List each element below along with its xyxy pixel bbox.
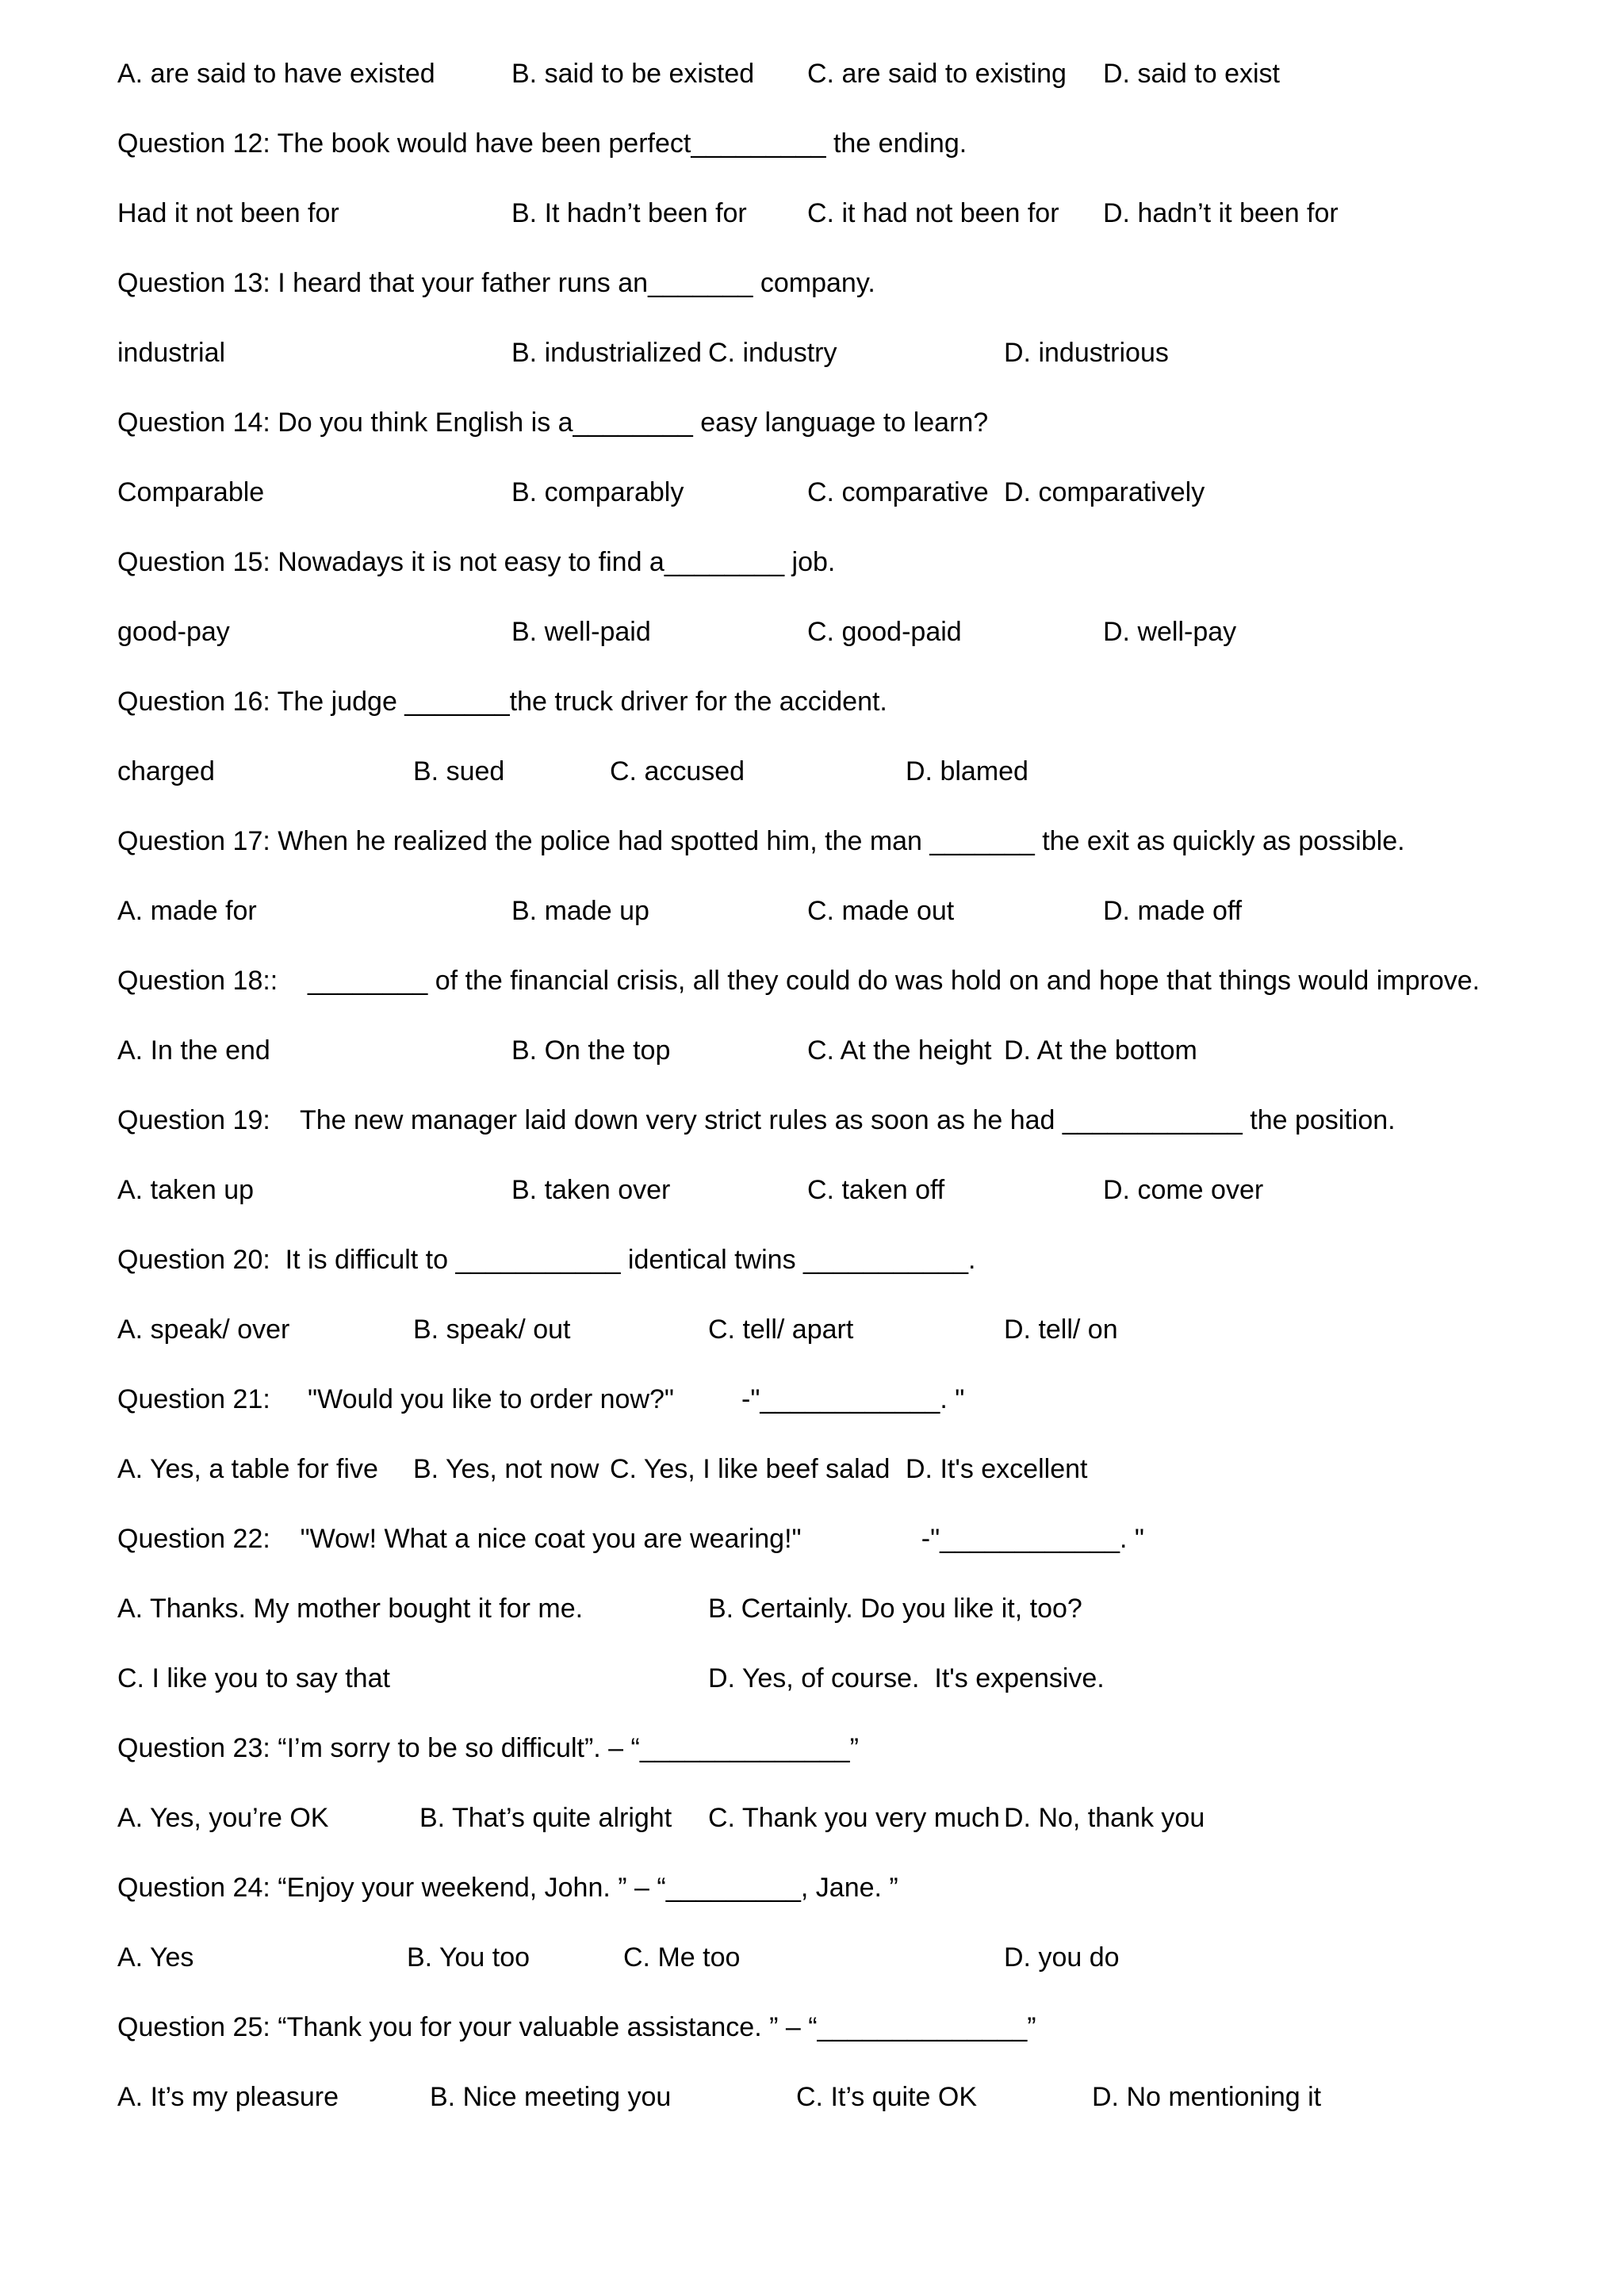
- answer-option: C. Yes, I like beef salad: [610, 1454, 891, 1484]
- question-text: Question 13: I heard that your father runs an_______ company.: [117, 268, 875, 298]
- answer-option: A. It’s my pleasure: [117, 2082, 339, 2112]
- answer-options-row: [117, 329, 1592, 377]
- answer-option: D. At the bottom: [1004, 1035, 1197, 1066]
- answer-option: D. comparatively: [1004, 477, 1205, 507]
- answer-option: C. Thank you very much: [708, 1803, 1000, 1833]
- answer-options-row: [117, 1027, 1592, 1074]
- answer-option: D. you do: [1004, 1942, 1120, 1973]
- answer-option: Comparable: [117, 477, 265, 507]
- answer-option: D. industrious: [1004, 338, 1169, 368]
- question-text: Question 21: "Would you like to order now?" -"____________. ": [117, 1384, 965, 1414]
- answer-option: D. said to exist: [1103, 59, 1280, 89]
- answer-option: C. good-paid: [807, 617, 962, 647]
- answer-options-row: [117, 1585, 1592, 1632]
- answer-options-row: [117, 608, 1592, 656]
- answer-option: D. It's excellent: [906, 1454, 1088, 1484]
- answer-option: B. sued: [413, 756, 505, 786]
- answer-option: charged: [117, 756, 215, 786]
- answer-option: A. made for: [117, 896, 257, 926]
- question-text: Question 17: When he realized the police had spotted him, the man _______ the exit as quickly as possible.: [117, 826, 1405, 856]
- answer-option: B. You too: [407, 1942, 530, 1973]
- answer-option: A. Yes, a table for five: [117, 1454, 378, 1484]
- answer-options-row: [117, 1166, 1592, 1214]
- answer-option: A. taken up: [117, 1175, 255, 1205]
- answer-option: D. blamed: [906, 756, 1028, 786]
- answer-option: B. comparably: [511, 477, 684, 507]
- answer-options-row: [117, 887, 1592, 935]
- answer-option: C. taken off: [807, 1175, 945, 1205]
- answer-options-row: [117, 1306, 1592, 1353]
- question-text: Question 24: “Enjoy your weekend, John. ” – “_________, Jane. ”: [117, 1873, 898, 1903]
- answer-option: D. Yes, of course. It's expensive.: [708, 1663, 1105, 1693]
- answer-option: B. speak/ out: [413, 1314, 571, 1345]
- answer-option: D. No mentioning it: [1092, 2082, 1322, 2112]
- answer-option: B. made up: [511, 896, 649, 926]
- answer-options-row: [117, 1934, 1592, 1981]
- answer-option: B. Certainly. Do you like it, too?: [708, 1594, 1082, 1624]
- question-text: Question 15: Nowadays it is not easy to find a________ job.: [117, 547, 836, 577]
- answer-option: B. taken over: [511, 1175, 671, 1205]
- answer-option: A. are said to have existed: [117, 59, 435, 89]
- question-text: Question 18:: ________ of the financial crisis, all they could do was hold on and hope that things would improve.: [117, 966, 1480, 996]
- answer-option: D. come over: [1103, 1175, 1264, 1205]
- answer-options-row: [117, 50, 1592, 98]
- answer-option: D. well-pay: [1103, 617, 1237, 647]
- answer-option: C. accused: [610, 756, 745, 786]
- answer-option: C. are said to existing: [807, 59, 1067, 89]
- answer-option: C. It’s quite OK: [796, 2082, 978, 2112]
- answer-option: C. comparative: [807, 477, 989, 507]
- answer-option: A. Yes, you’re OK: [117, 1803, 329, 1833]
- answer-option: C. made out: [807, 896, 955, 926]
- answer-options-row: [117, 2073, 1592, 2121]
- answer-option: good-pay: [117, 617, 230, 647]
- answer-option: D. tell/ on: [1004, 1314, 1118, 1345]
- answer-option: B. That’s quite alright: [419, 1803, 672, 1833]
- answer-option: B. On the top: [511, 1035, 671, 1066]
- answer-option: C. industry: [708, 338, 837, 368]
- answer-option: A. speak/ over: [117, 1314, 290, 1345]
- answer-option: B. It hadn’t been for: [511, 198, 747, 228]
- answer-option: B. Nice meeting you: [430, 2082, 672, 2112]
- question-text: Question 12: The book would have been perfect_________ the ending.: [117, 128, 967, 159]
- answer-options-row: [117, 189, 1592, 237]
- question-text: Question 20: It is difficult to ___________ identical twins ___________.: [117, 1245, 976, 1275]
- answer-options-row: [117, 1655, 1592, 1702]
- answer-option: B. industrialized: [511, 338, 703, 368]
- answer-option: A. In the end: [117, 1035, 270, 1066]
- question-text: Question 14: Do you think English is a________ easy language to learn?: [117, 408, 989, 438]
- answer-option: B. said to be existed: [511, 59, 755, 89]
- question-text: Question 16: The judge _______the truck driver for the accident.: [117, 687, 887, 717]
- answer-option: A. Yes: [117, 1942, 194, 1973]
- answer-option: A. Thanks. My mother bought it for me.: [117, 1594, 584, 1624]
- question-text: Question 23: “I’m sorry to be so difficult”. – “______________”: [117, 1733, 859, 1763]
- answer-option: C. Me too: [623, 1942, 741, 1973]
- question-text: Question 25: “Thank you for your valuable assistance. ” – “______________”: [117, 2012, 1036, 2042]
- answer-option: D. made off: [1103, 896, 1243, 926]
- answer-option: C. it had not been for: [807, 198, 1059, 228]
- answer-option: D. hadn’t it been for: [1103, 198, 1339, 228]
- answer-option: B. well-paid: [511, 617, 651, 647]
- answer-options-row: [117, 1445, 1592, 1493]
- answer-option: Had it not been for: [117, 198, 339, 228]
- answer-options-row: [117, 1794, 1592, 1842]
- question-text: Question 19: The new manager laid down very strict rules as soon as he had ____________ the position.: [117, 1105, 1396, 1135]
- question-text: Question 22: "Wow! What a nice coat you are wearing!" -"____________. ": [117, 1524, 1145, 1554]
- answer-options-row: [117, 748, 1592, 795]
- answer-option: C. tell/ apart: [708, 1314, 854, 1345]
- answer-options-row: [117, 469, 1592, 516]
- answer-option: industrial: [117, 338, 226, 368]
- answer-option: D. No, thank you: [1004, 1803, 1205, 1833]
- answer-option: B. Yes, not now: [413, 1454, 599, 1484]
- answer-option: C. At the height: [807, 1035, 992, 1066]
- answer-option: C. I like you to say that: [117, 1663, 390, 1693]
